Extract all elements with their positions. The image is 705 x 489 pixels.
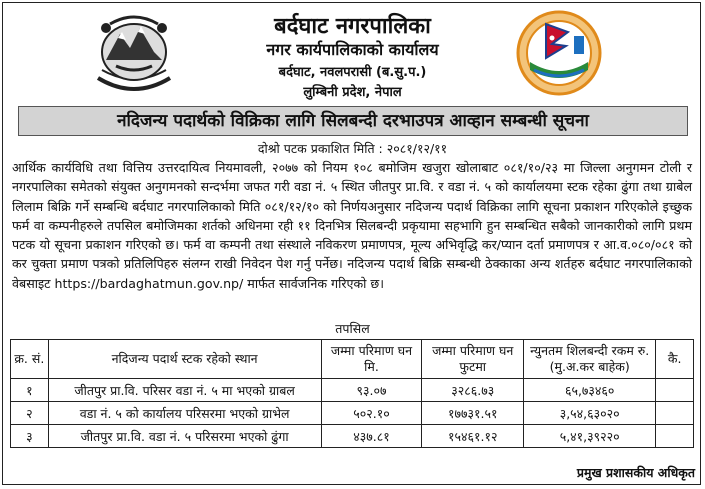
cell-qty-ft: १७७३१.५१ (422, 402, 524, 425)
notice-title: नदिजन्य पदार्थको विक्रिका लागि सिलबन्दी दरभाउपत्र आव्हान सम्बन्धी सूचना (18, 106, 688, 136)
publish-date: दोश्रो पटक प्रकाशित मिति : २०८१/१२/११ (257, 141, 448, 156)
table-header-row (11, 340, 694, 379)
col-location: नदिजन्य पदार्थ स्टक रहेको स्थान (48, 340, 321, 379)
office-name: नगर कार्यपालिकाको कार्यालय (266, 40, 439, 59)
cell-location: जीतपुर प्रा.वि. परिसर वडा नं. ५ मा भएको ग्राबल (48, 379, 321, 402)
schedule-heading: तपसिल (335, 321, 370, 336)
province-name: लुम्बिनी प्रदेश, नेपाल (303, 85, 402, 100)
municipality-name: बर्दघाट नगरपालिका (274, 14, 431, 39)
col-sn: क्र. सं. (11, 340, 49, 379)
cell-remarks (656, 425, 694, 448)
cell-min-amount: ३,५४,६३०२० (524, 402, 656, 425)
cell-min-amount: ६५,७३४६० (524, 379, 656, 402)
cell-location: जीतपुर प्रा.वि. वडा नं. ५ परिसरमा भएको ढुंगा (48, 425, 321, 448)
notice-body: आर्थिक कार्यविधि तथा वित्तिय उत्तरदायित्व नियमावली, २०७७ को नियम १०८ बमोजिम खजुरा खोलाबाट ०८१/१०/२३ मा जिल्ला अनुगमन टोली र नगरपालिका समेतको संयुक्त अनुगमनको सन्दर्भमा जफत गरी वडा नं. ५ स्थित जीतपुर प्रा.वि. र वडा नं. ५ को कार्यालयमा स्टक रहेका ढुंगा तथा ग्राबेल लिलाम बिक्रि गर्ने सम्बन्धि बर्दघाट नगरपालिकाको मिति ०८१/१२/१० को निर्णयअनुसार नदिजन्य पदार्थ विक्रिका लागि सूचना प्रकाशन गरिएकोले इच्छुक फर्म वा कम्पनीहरुले तपसिल बमोजिमका शर्तको अधिनमा रही ११ दिनभित्र सिलबन्दी प्रकृयामा सहभागि हुन सम्बन्धित सबैको जानकारीको लागि प्रथम पटक यो सूचना प्रकाशन गरिएको छ। फर्म वा कम्पनी तथा संस्थाले नविकरण प्रमाणपत्र, मूल्य अभिवृद्धि कर/प्यान दर्ता प्रमाणपत्र र आ.व.०८०/०८१ को कर चुक्ता प्रमाण पत्रको प्रतिलिपिहरु संलग्न राखी निवेदन पेश गर्नु पर्नेछ। नदिजन्य पदार्थ बिक्रि सम्बन्धी ठेक्काका अन्य शर्तहरु बर्दघाट नगरपालिकाको वेबसाइट https://bardaghatmun.gov.np/ मार्फत सार्वजनिक गरिएको छ। (12, 160, 692, 291)
cell-qty-ft: १५४६१.१२ (422, 425, 524, 448)
cell-sn: ३ (11, 425, 49, 448)
cell-min-amount: ५,४१,३९२२० (524, 425, 656, 448)
table-row (11, 402, 694, 425)
materials-table (10, 339, 694, 448)
signatory-title: प्रमुख प्रशासकीय अधिकृत (576, 465, 695, 480)
cell-qty-m: ५०२.१० (321, 402, 422, 425)
cell-sn: १ (11, 379, 49, 402)
cell-qty-m: ४३७.८१ (321, 425, 422, 448)
col-remarks: कै. (656, 340, 694, 379)
cell-sn: २ (11, 402, 49, 425)
municipality-seal-icon (516, 10, 602, 96)
office-address: बर्दघाट, नवलपरासी (ब.सु.प.) (278, 65, 427, 80)
table-row (11, 425, 694, 448)
table-row (11, 379, 694, 402)
cell-location: वडा नं. ५ को कार्यालय परिसरमा भएको ग्राभेल (48, 402, 321, 425)
col-qty-ft: जम्मा परिमाण घन फुटमा (422, 340, 524, 379)
letterhead (0, 0, 705, 104)
col-min-amount: न्युनतम शिलबन्दी रकम रु. (मु.अ.कर बाहेक) (524, 340, 656, 379)
cell-remarks (656, 402, 694, 425)
cell-qty-m: ९३.०७ (321, 379, 422, 402)
col-qty-m: जम्मा परिमाण घन मि. (321, 340, 422, 379)
cell-remarks (656, 379, 694, 402)
cell-qty-ft: ३२८६.७३ (422, 379, 524, 402)
